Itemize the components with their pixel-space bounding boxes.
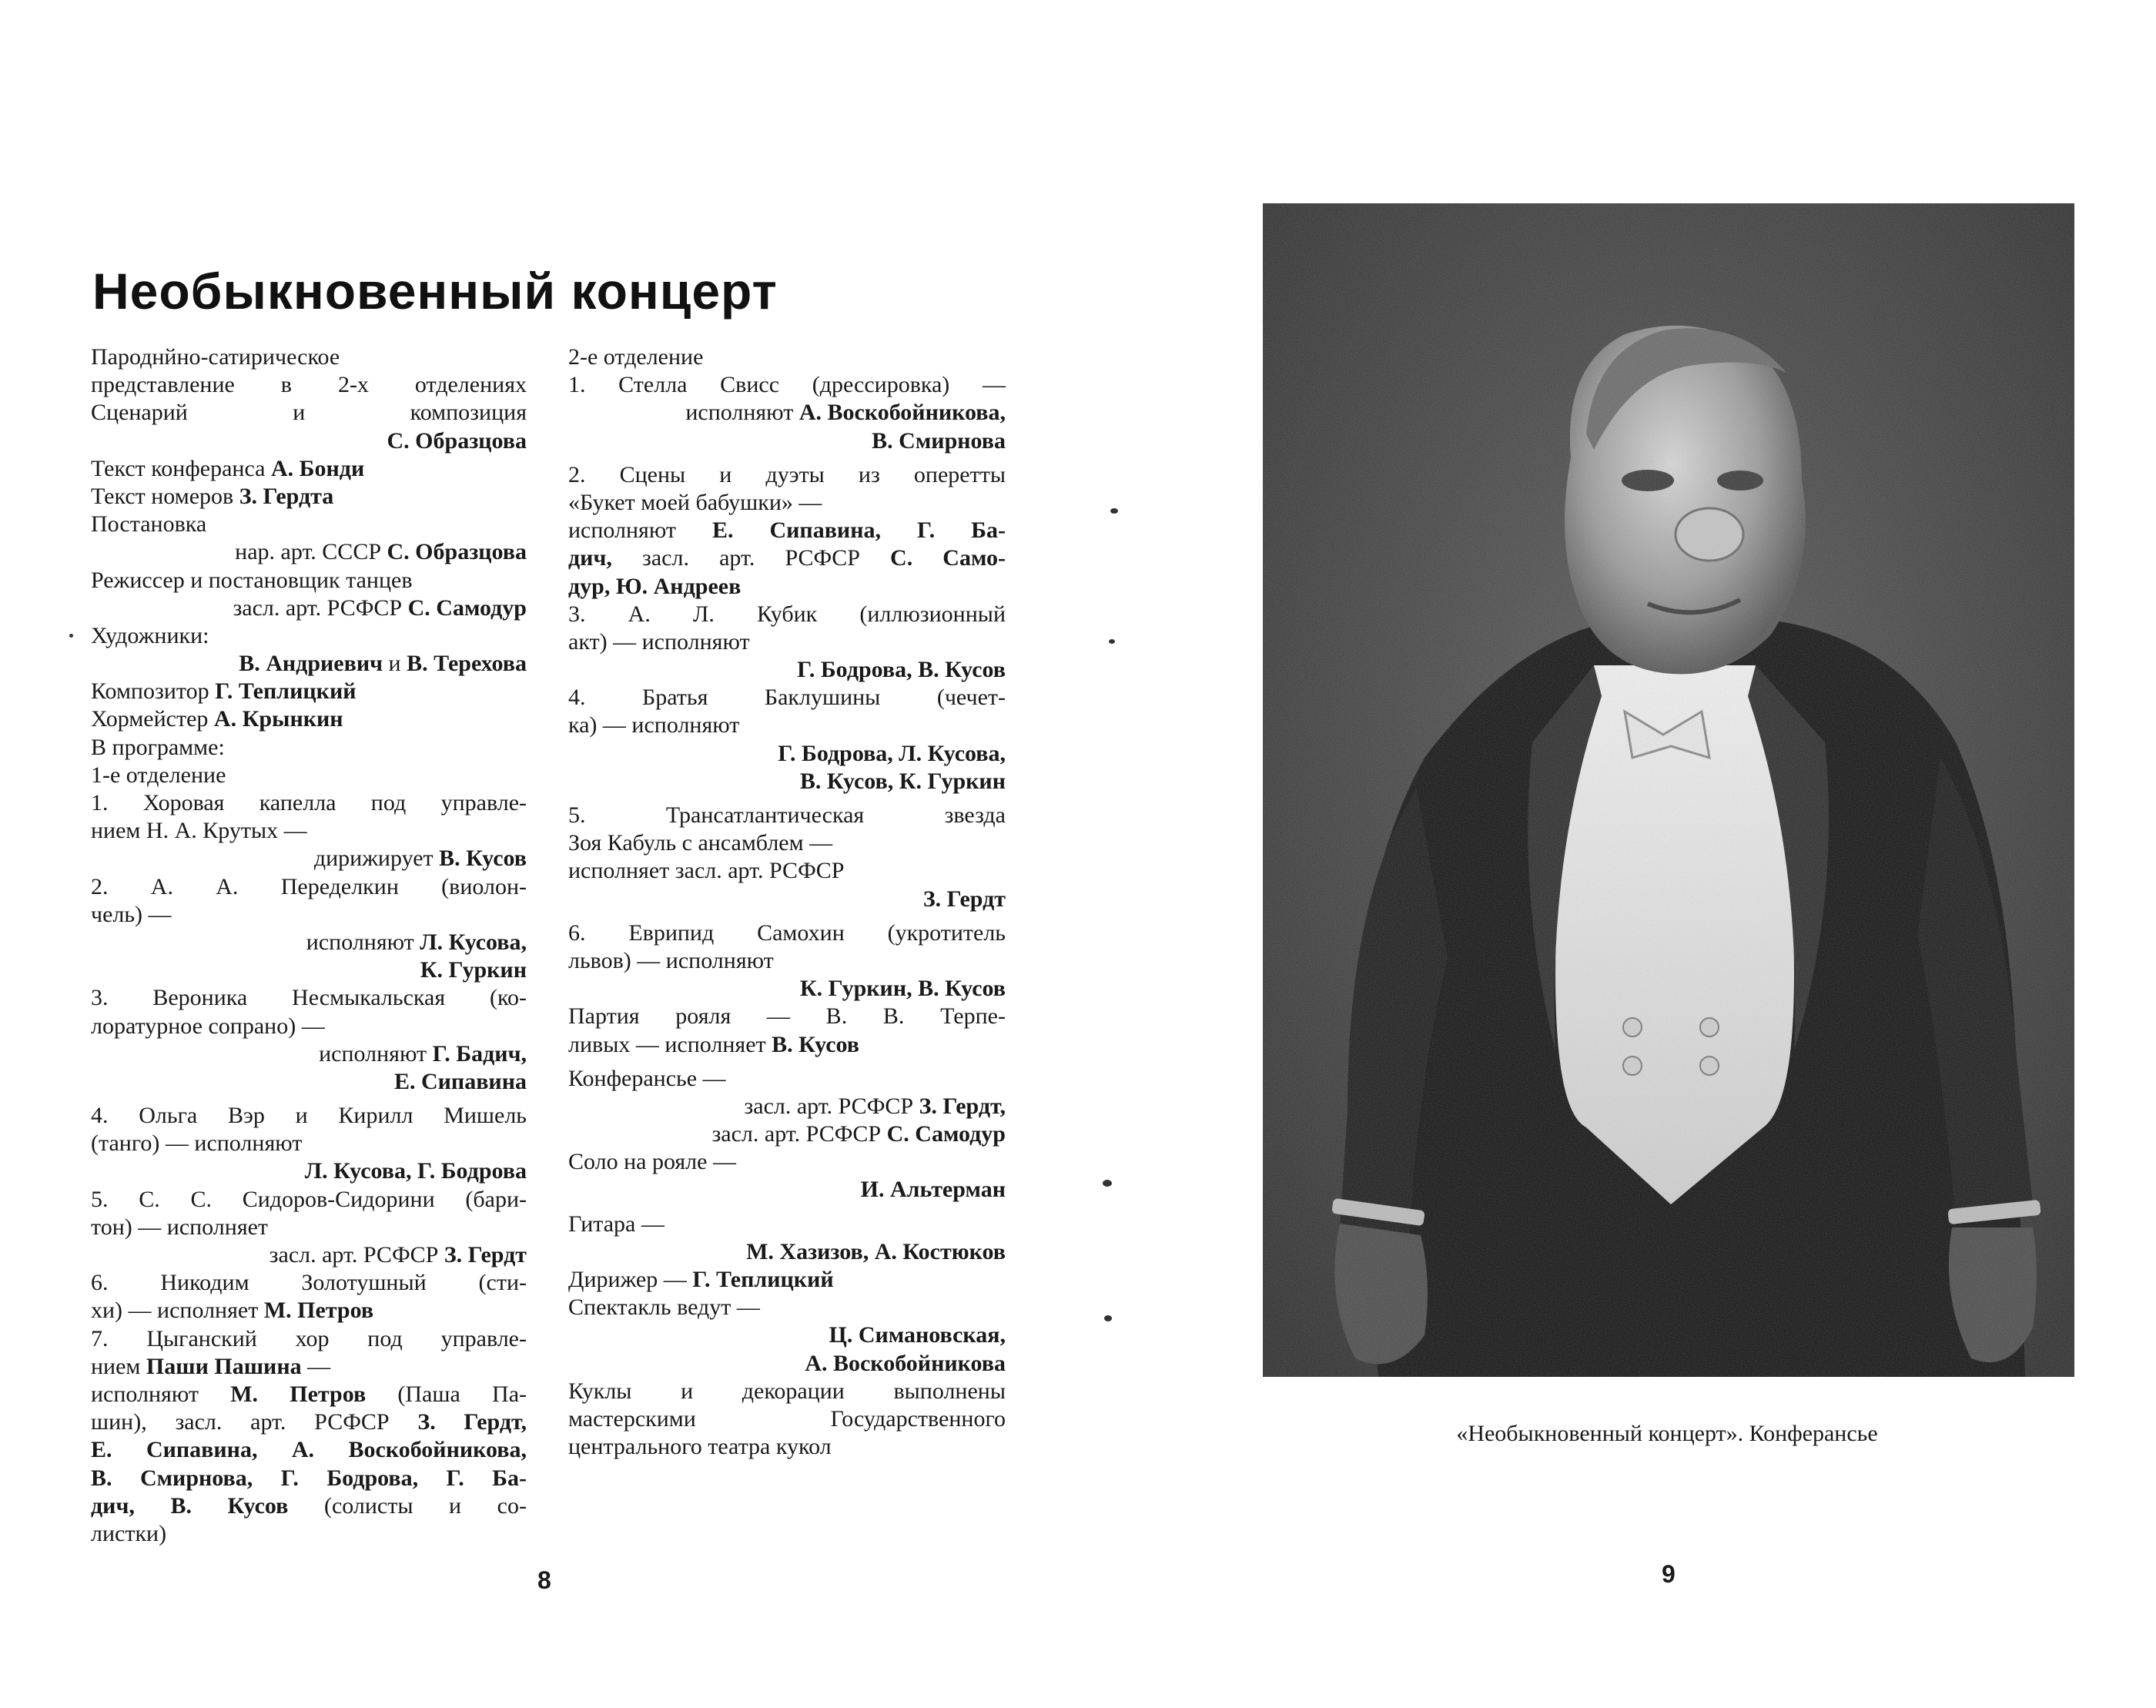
text-line: 7. Цыганский хор под управле- bbox=[91, 1325, 527, 1351]
left-text-column bbox=[91, 343, 527, 1548]
text-line: исполняют А. Воскобойникова, bbox=[685, 400, 1006, 426]
text-line: 1-е отделение bbox=[91, 762, 226, 788]
text-line: представление в 2-х отделениях bbox=[91, 372, 527, 398]
text-line: 4. Ольга Вэр и Кирилл Мишель bbox=[91, 1103, 527, 1129]
text-line: 2. А. А. Переделкин (виолон- bbox=[91, 873, 527, 899]
text-line: мастерскими Государственного bbox=[568, 1405, 1006, 1432]
text-line: исполняют Е. Сипавина, Г. Ба- bbox=[568, 517, 1006, 544]
photo-caption: «Необыкновенный концерт». Конферансье bbox=[1456, 1421, 1878, 1446]
text-line: Гитара — bbox=[568, 1211, 665, 1237]
text-line: засл. арт. РСФСР З. Гердт bbox=[269, 1242, 527, 1268]
text-line: Зоя Кабуль с ансамблем — bbox=[568, 830, 833, 856]
text-line: 1. Стелла Свисс (дрессировка) — bbox=[568, 372, 1006, 398]
text-line: В. Смирнова, Г. Бодрова, Г. Ба- bbox=[91, 1465, 527, 1491]
text-line: шин), засл. арт. РСФСР З. Гердт, bbox=[91, 1409, 527, 1435]
text-line: Дирижер — Г. Теплицкий bbox=[568, 1267, 834, 1292]
text-line: исполняют Г. Бадич, bbox=[319, 1040, 527, 1067]
text-line: Сценарий и композиция bbox=[91, 400, 527, 426]
paragraph-gap bbox=[568, 1204, 1006, 1211]
paragraph-gap bbox=[91, 1096, 527, 1102]
text-line: Текст конферанса А. Бонди bbox=[91, 455, 365, 481]
text-line: Соло на рояле — bbox=[568, 1149, 736, 1175]
paragraph-gap bbox=[568, 913, 1006, 919]
text-line: М. Хазизов, А. Костюков bbox=[746, 1238, 1006, 1264]
text-line: львов) — исполняют bbox=[568, 947, 774, 973]
text-line: ка) — исполняют bbox=[568, 712, 740, 738]
text-line: В. Смирнова bbox=[872, 427, 1006, 454]
text-line: дирижирует В. Кусов bbox=[313, 846, 527, 872]
text-line: Г. Бодрова, Л. Кусова, bbox=[778, 740, 1006, 766]
text-line: Г. Бодрова, В. Кусов bbox=[797, 657, 1006, 683]
paragraph-gap bbox=[568, 455, 1006, 461]
text-line: Спектакль ведут — bbox=[568, 1294, 760, 1321]
text-line: исполняют М. Петров (Паша Па- bbox=[91, 1381, 527, 1407]
text-line: С. Образцова bbox=[387, 427, 527, 454]
text-line: Композитор Г. Теплицкий bbox=[91, 678, 357, 705]
text-line: Режиссер и постановщик танцев bbox=[91, 567, 413, 593]
text-line: нием Н. А. Крутых — bbox=[91, 818, 307, 844]
text-line: дич, В. Кусов (солисты и со- bbox=[91, 1492, 527, 1519]
text-line: 1. Хоровая капелла под управле- bbox=[91, 790, 527, 815]
text-line: 5. С. С. Сидоров-Сидорини (бари- bbox=[91, 1186, 527, 1212]
text-line: Е. Сипавина bbox=[393, 1068, 527, 1094]
text-line: К. Гуркин, В. Кусов bbox=[799, 976, 1006, 1002]
print-speck bbox=[1110, 508, 1118, 514]
text-line: засл. арт. РСФСР З. Гердт, bbox=[744, 1093, 1006, 1119]
text-line: нар. арт. СССР С. Образцова bbox=[235, 539, 527, 565]
text-line: К. Гуркин bbox=[420, 957, 527, 983]
text-line: засл. арт. РСФСР С. Самодур bbox=[711, 1121, 1006, 1147]
text-line: нием Паши Пашина — bbox=[91, 1353, 331, 1379]
text-line: хи) — исполняет М. Петров bbox=[91, 1298, 374, 1324]
text-line: Текст номеров З. Гердта bbox=[91, 483, 334, 509]
text-line: 3. А. Л. Кубик (иллюзионный bbox=[568, 601, 1006, 627]
text-line: В. Андриевич и В. Терехова bbox=[239, 651, 527, 677]
right-text-column bbox=[568, 343, 1006, 1461]
text-line: Хормейстер А. Крынкин bbox=[91, 706, 343, 732]
text-line: лоратурное сопрано) — bbox=[91, 1013, 325, 1039]
paragraph-gap bbox=[568, 795, 1006, 802]
text-line: Пароднйно-сатирическое bbox=[91, 344, 340, 370]
print-speck bbox=[1109, 639, 1115, 644]
text-line: 2-е отделение bbox=[568, 344, 704, 370]
text-line: 2. Сцены и дуэты из оперетты bbox=[568, 461, 1006, 487]
page-number-left: 8 bbox=[537, 1566, 551, 1594]
text-line: (танго) — исполняют bbox=[91, 1130, 303, 1157]
text-line: 5. Трансатлантическая звезда bbox=[568, 802, 1006, 828]
text-line: акт) — исполняют bbox=[568, 628, 750, 655]
text-line: листки) bbox=[91, 1520, 167, 1546]
text-line: центрального театра кукол bbox=[568, 1434, 832, 1460]
text-line: Е. Сипавина, А. Воскобойникова, bbox=[91, 1437, 527, 1463]
print-speck bbox=[69, 634, 73, 638]
text-line: Куклы и декорации выполнены bbox=[568, 1378, 1006, 1404]
text-line: З. Гердт bbox=[922, 886, 1006, 912]
text-line: В программе: bbox=[91, 734, 225, 760]
print-speck bbox=[1104, 1315, 1112, 1321]
text-line: исполняют Л. Кусова, bbox=[306, 929, 527, 955]
text-line: 6. Еврипид Самохин (укротитель bbox=[568, 919, 1006, 946]
text-line: дур, Ю. Андреев bbox=[568, 573, 742, 599]
text-line: засл. арт. РСФСР С. Самодур bbox=[233, 594, 527, 621]
text-line: ливых — исполняет В. Кусов bbox=[568, 1031, 860, 1057]
text-line: Ц. Симановская, bbox=[829, 1322, 1006, 1348]
text-line: И. Альтерман bbox=[860, 1177, 1006, 1203]
text-line: чель) — bbox=[91, 901, 172, 927]
text-line: дич, засл. арт. РСФСР С. Само- bbox=[568, 545, 1006, 571]
text-line: тон) — исполняет bbox=[91, 1214, 269, 1240]
text-line: В. Кусов, К. Гуркин bbox=[799, 768, 1006, 794]
text-line: Постановка bbox=[91, 511, 207, 538]
text-line: 3. Вероника Несмыкальская (ко- bbox=[91, 985, 527, 1011]
text-line: Партия рояля — В. В. Терпе- bbox=[568, 1003, 1006, 1030]
text-line: 4. Братья Баклушины (чечет- bbox=[568, 685, 1006, 711]
text-line: исполняет засл. арт. РСФСР bbox=[568, 858, 845, 884]
print-speck bbox=[1103, 1180, 1112, 1187]
text-line: Л. Кусова, Г. Бодрова bbox=[304, 1158, 527, 1184]
text-line: Художники: bbox=[91, 622, 209, 648]
text-line: А. Воскобойникова bbox=[805, 1350, 1006, 1376]
page-number-right: 9 bbox=[1662, 1560, 1676, 1588]
page-title: Необыкновенный концерт bbox=[92, 263, 778, 320]
text-line: Конферансье — bbox=[568, 1065, 726, 1091]
puppet-photo bbox=[1263, 203, 2074, 1377]
text-line: «Букет моей бабушки» — bbox=[568, 489, 822, 515]
paragraph-gap bbox=[568, 1059, 1006, 1065]
text-line: 6. Никодим Золотушный (сти- bbox=[91, 1270, 527, 1296]
